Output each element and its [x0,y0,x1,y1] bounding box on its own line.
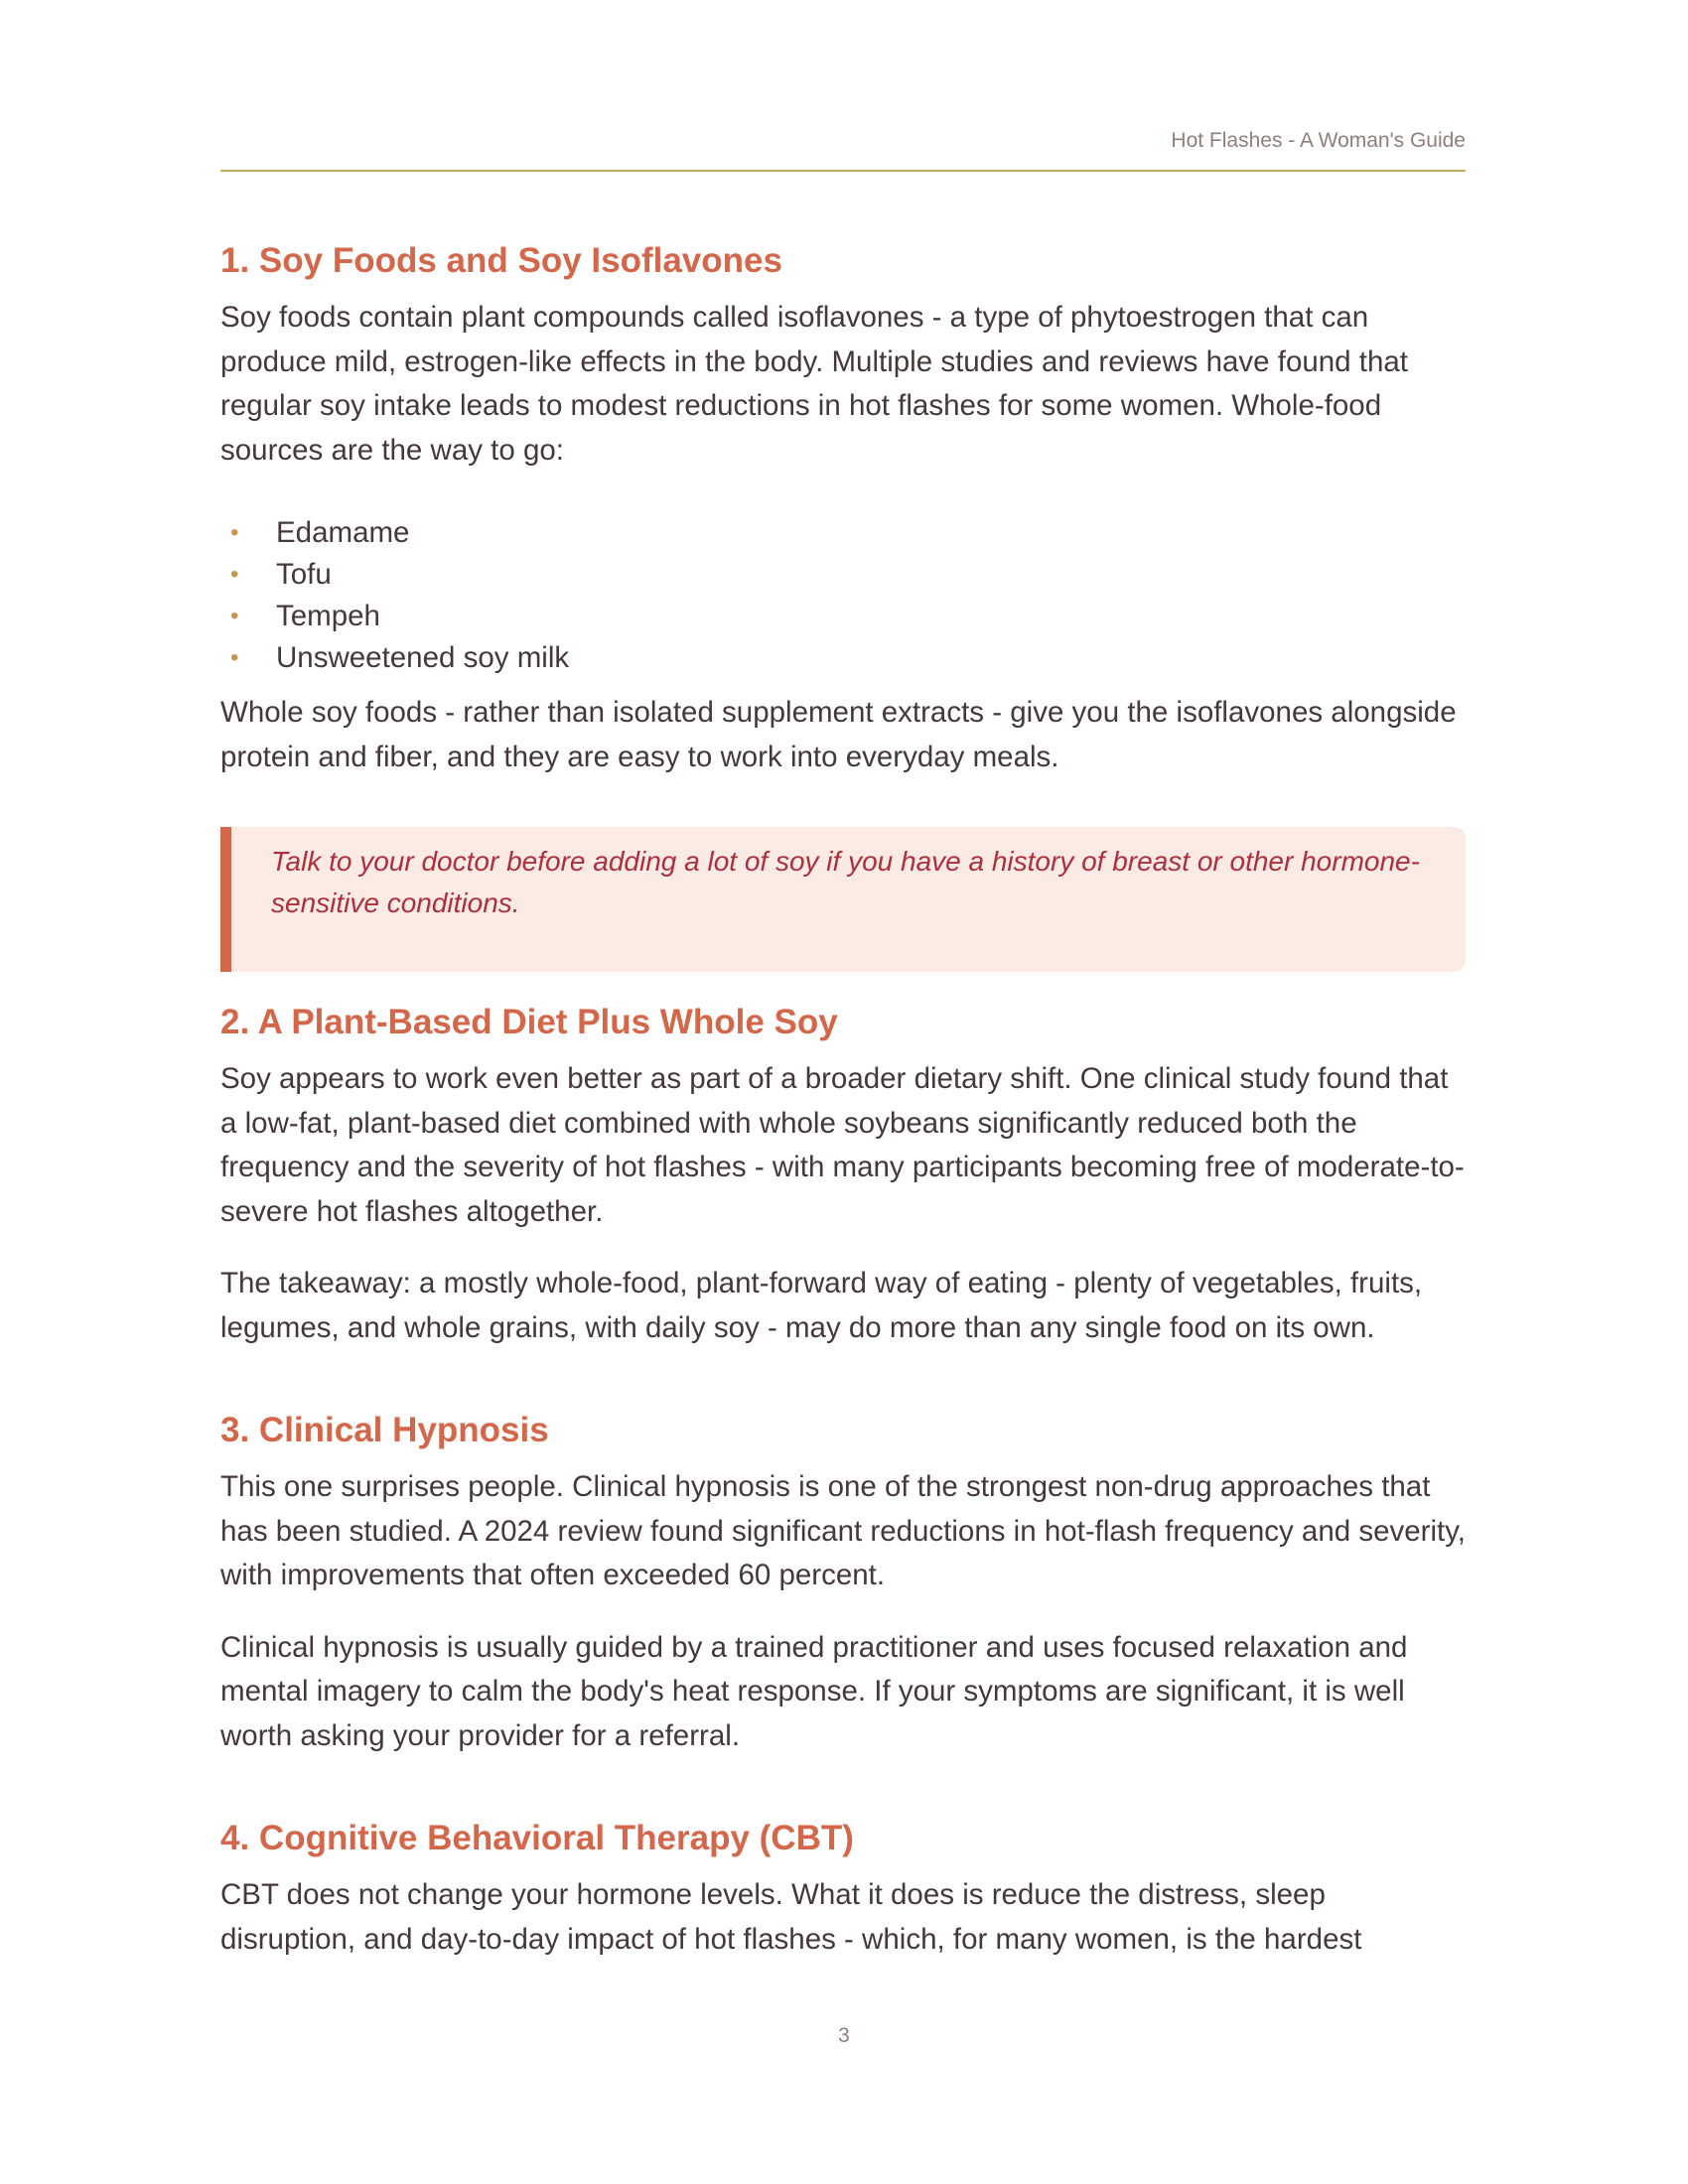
section-intro-paragraph: Soy foods contain plant compounds called isoflavones - a type of phytoestrogen that can produce mild, estrogen-like effects in the body. Multiple studies and reviews have found that regular soy intake leads to modest reductions in hot flashes for some women. Whole-food sources are the way to go: [220,301,1408,467]
list-item: • Unsweetened soy milk [220,637,1466,679]
section-paragraph: Soy appears to work even better as part of a broader dietary shift. One clinical study found that a low-fat, plant-based diet combined with whole soybeans significantly reduced both the frequency and the severity of hot flashes - with many participants becoming free of moderate-to-severe hot flashes altogether. [220,1062,1465,1228]
section-heading: 4. Cognitive Behavioral Therapy (CBT) [220,1819,854,1857]
section-heading: 3. Clinical Hypnosis [220,1411,549,1449]
section-paragraph: The takeaway: a mostly whole-food, plant-forward way of eating - plenty of vegetables, fruits, legumes, and whole grains, with daily soy - may do more than any single food on its own. [220,1267,1423,1344]
bullet-icon: • [230,561,239,588]
page-number: 3 [838,2024,850,2047]
section-plant-based-diet [220,998,1466,1350]
list-item: • Tofu [220,554,1466,596]
list-item: • Edamame [220,512,1466,554]
section-cbt [220,1814,1466,1962]
section-paragraph: This one surprises people. Clinical hypnosis is one of the strongest non-drug approaches that has been studied. A 2024 review found significant reductions in hot-flash frequency and severity, with improvements that often exceeded 60 percent. [220,1470,1466,1591]
section-paragraph: Whole soy foods - rather than isolated supplement extracts - give you the isoflavones alongside protein and fiber, and they are easy to work into everyday meals. [220,696,1457,773]
soy-foods-list [220,512,1466,679]
section-clinical-hypnosis [220,1406,1466,1758]
bullet-icon: • [230,644,239,671]
page-content [220,236,1466,1989]
running-header: Hot Flashes - A Woman's Guide [1171,129,1466,152]
callout-note [220,827,1466,972]
section-heading: 1. Soy Foods and Soy Isoflavones [220,241,782,280]
section-heading: 2. A Plant-Based Diet Plus Whole Soy [220,1003,838,1041]
bullet-icon: • [230,519,239,546]
section-paragraph: CBT does not change your hormone levels. What it does is reduce the distress, sleep disruption, and day-to-day impact of hot flashes - which, for many women, is the hardest [220,1878,1362,1956]
header-divider [220,170,1466,172]
callout-text: Talk to your doctor before adding a lot of soy if you have a history of breast or other hormone-sensitive conditions. [271,846,1420,918]
list-item: • Tempeh [220,596,1466,637]
section-paragraph: Clinical hypnosis is usually guided by a trained practitioner and uses focused relaxation and mental imagery to calm the body's heat response. If your symptoms are significant, it is well worth asking your provider for a referral. [220,1630,1408,1752]
bullet-icon: • [230,603,239,629]
section-soy-foods [220,236,1466,972]
